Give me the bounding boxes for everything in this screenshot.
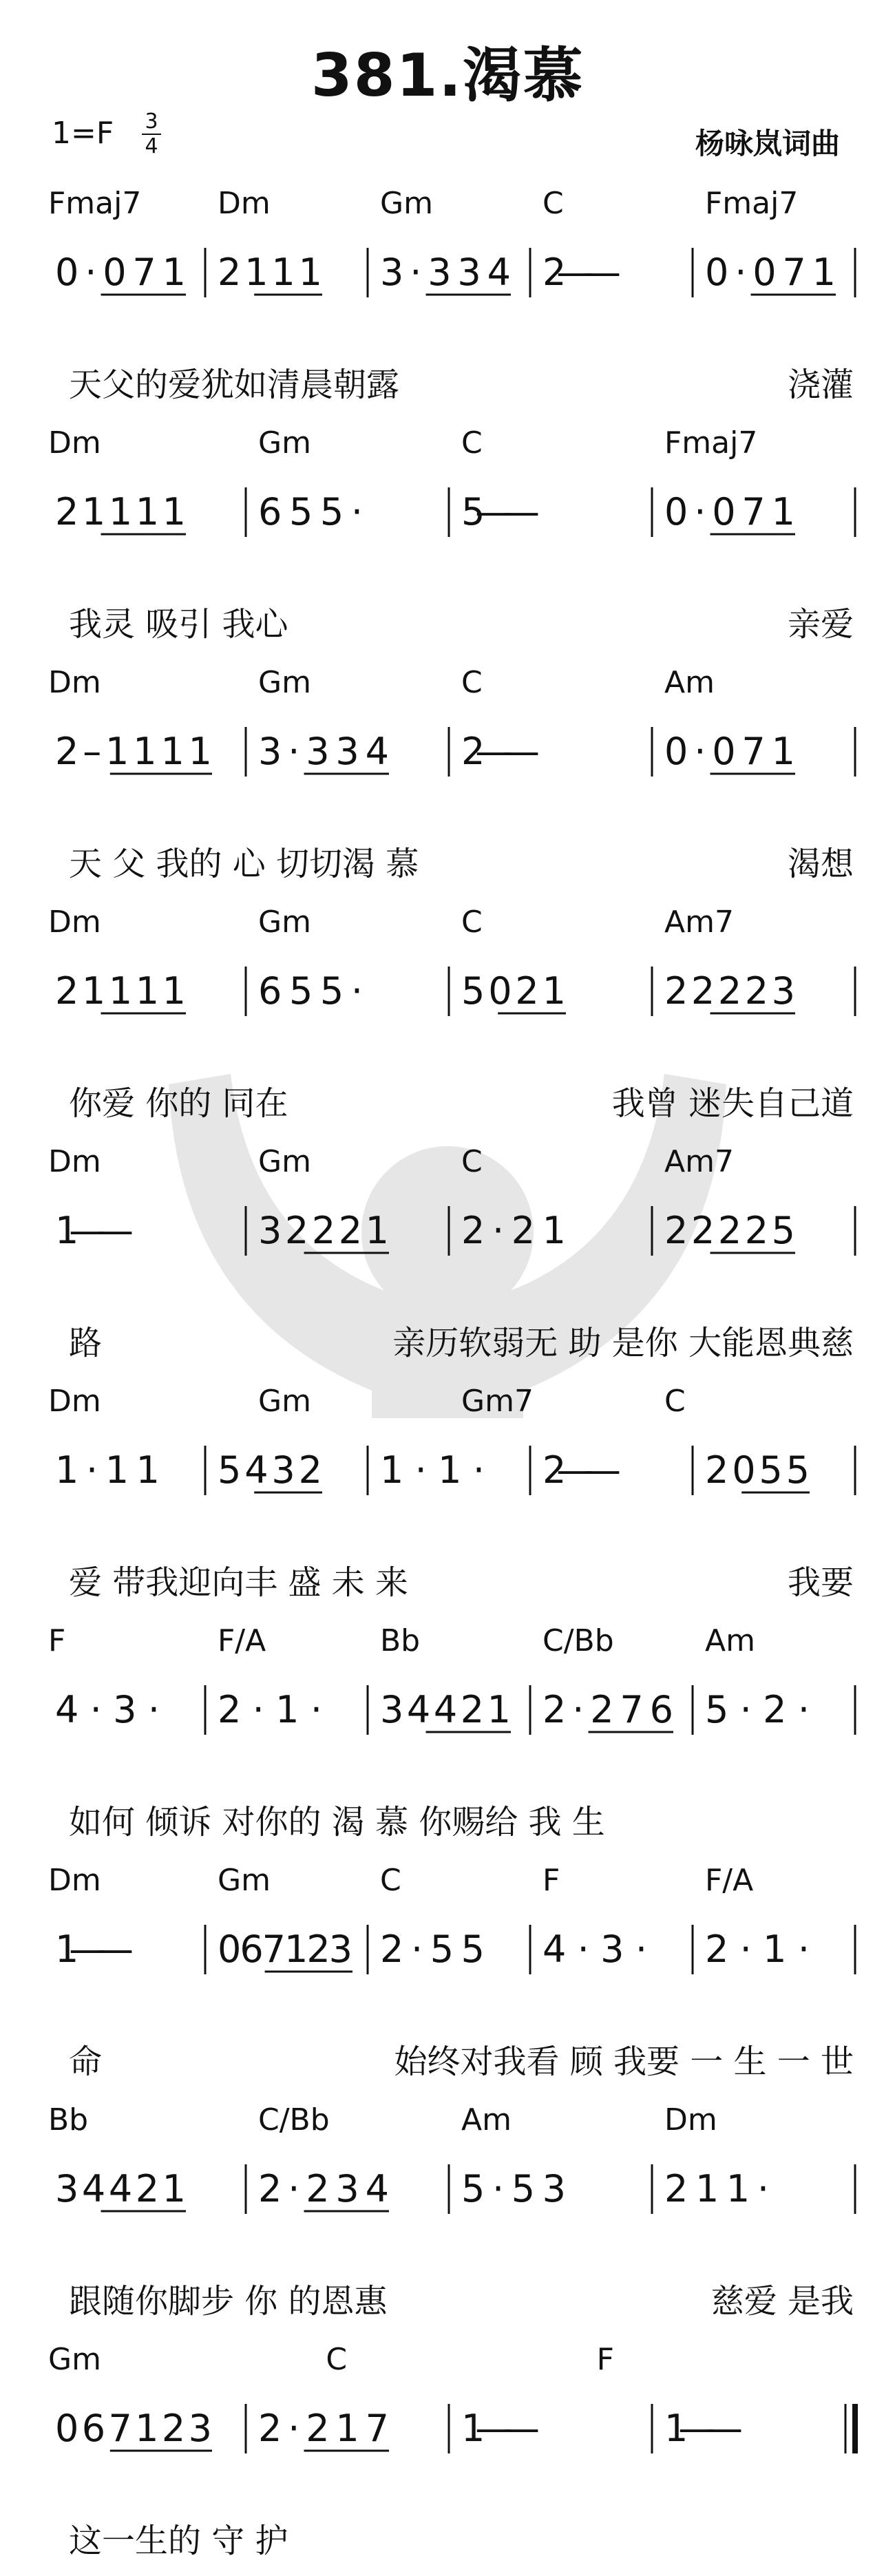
- chord-symbol: Gm: [258, 905, 311, 940]
- chord-symbol: F: [596, 2342, 614, 2377]
- measure-notes: 1——: [664, 2407, 743, 2450]
- notation-staff: [0, 2398, 895, 2502]
- measure-notes: 2111: [218, 251, 322, 294]
- chord-symbol: Dm: [48, 1144, 101, 1179]
- chord-symbol: Fmaj7: [705, 186, 799, 221]
- time-signature-bottom: 4: [145, 134, 158, 158]
- measure-notes: 5·2·: [705, 1688, 810, 1731]
- score-system: [0, 2102, 895, 2336]
- author-credit: 杨咏岚词曲: [695, 127, 840, 160]
- score-system: [0, 665, 895, 899]
- chord-symbol: Am: [461, 2102, 512, 2137]
- score-system: [0, 1384, 895, 1618]
- chord-symbol: Gm: [218, 1863, 271, 1898]
- measure-notes: 1——: [461, 2407, 540, 2450]
- chord-symbol: C/Bb: [258, 2102, 330, 2137]
- chord-symbol: F: [48, 1623, 66, 1658]
- chord-symbol: Dm: [48, 1863, 101, 1898]
- lyrics-row: [0, 1795, 895, 1841]
- chord-symbol: C: [461, 905, 483, 940]
- measure-notes: 4·3·: [543, 1928, 647, 1971]
- measure-notes: 1·1·: [380, 1448, 485, 1492]
- measure-notes: 0·071: [664, 490, 795, 534]
- chord-symbol: Dm: [48, 1384, 101, 1419]
- notation-staff: [0, 961, 895, 1064]
- measure-notes: 067123: [55, 2407, 212, 2450]
- chord-symbol: C: [461, 425, 483, 461]
- notation-row: [0, 1680, 895, 1783]
- lyrics-row: [0, 1316, 895, 1362]
- chord-row: [0, 1144, 895, 1185]
- measure-notes: 067123: [218, 1928, 352, 1971]
- chord-symbol: Gm: [380, 186, 433, 221]
- chord-symbol: Dm: [664, 2102, 717, 2137]
- chord-symbol: F: [543, 1863, 560, 1898]
- notation-staff: [0, 1440, 895, 1543]
- lyric-text: 始终对我看 顾 我要 一 生 一 世: [394, 2042, 854, 2081]
- measure-notes: 2——: [543, 251, 621, 294]
- chord-symbol: Gm: [48, 2342, 101, 2377]
- chord-symbol: Dm: [218, 186, 271, 221]
- chord-symbol: Am7: [664, 1144, 734, 1179]
- lyrics-row: [0, 1077, 895, 1123]
- lyric-text: 路: [69, 1324, 103, 1362]
- chord-symbol: F/A: [218, 1623, 266, 1658]
- chord-row: [0, 1623, 895, 1665]
- measure-notes: 2——: [543, 1448, 621, 1492]
- chord-row: [0, 665, 895, 706]
- lyrics-row: [0, 2274, 895, 2321]
- chord-row: [0, 1863, 895, 1904]
- notation-row: [0, 2398, 895, 2502]
- chord-symbol: Gm: [258, 1384, 311, 1419]
- lyrics-row: [0, 2514, 895, 2560]
- measure-notes: 32221: [258, 1209, 389, 1252]
- chord-row: [0, 186, 895, 227]
- chord-row: [0, 905, 895, 946]
- lyric-text: 我要: [787, 1563, 854, 1602]
- measure-notes: 5021: [461, 969, 566, 1013]
- notation-row: [0, 242, 895, 346]
- measure-notes: 655·: [258, 969, 363, 1013]
- measure-notes: 2·55: [380, 1928, 485, 1971]
- measure-notes: 5——: [461, 490, 540, 534]
- score-system: [0, 905, 895, 1139]
- measure-notes: 2·217: [258, 2407, 389, 2450]
- notation-staff: [0, 721, 895, 825]
- measure-notes: 655·: [258, 490, 363, 534]
- notation-row: [0, 1440, 895, 1543]
- lyric-text: 如何 倾诉 对你的 渴 慕 你赐给 我 生: [69, 1803, 605, 1841]
- measure-notes: 21111: [55, 490, 186, 534]
- notation-row: [0, 482, 895, 585]
- lyric-text: 亲爱: [787, 605, 854, 644]
- chord-row: [0, 2102, 895, 2144]
- notation-row: [0, 2159, 895, 2262]
- chord-symbol: C: [461, 1144, 483, 1179]
- notation-staff: [0, 1919, 895, 2023]
- chord-symbol: C: [461, 665, 483, 700]
- notation-row: [0, 1919, 895, 2023]
- chord-symbol: Fmaj7: [48, 186, 142, 221]
- chord-symbol: C: [543, 186, 564, 221]
- lyric-text: 我灵 吸引 我心: [69, 605, 288, 644]
- score-system: [0, 1863, 895, 2097]
- lyric-text: 命: [69, 2042, 103, 2081]
- measure-notes: 22223: [664, 969, 795, 1013]
- score-system: [0, 1144, 895, 1378]
- chord-symbol: Gm: [258, 1144, 311, 1179]
- chord-row: [0, 1384, 895, 1425]
- measure-notes: 2——: [461, 730, 540, 773]
- lyric-text: 爱 带我迎向丰 盛 未 来: [69, 1563, 409, 1602]
- measure-notes: 0·071: [705, 251, 836, 294]
- measure-notes: 34421: [380, 1688, 511, 1731]
- measure-notes: 4·3·: [55, 1688, 160, 1731]
- measure-notes: 34421: [55, 2167, 186, 2210]
- chord-symbol: Am: [705, 1623, 755, 1658]
- score-system: [0, 2342, 895, 2576]
- chord-symbol: C: [664, 1384, 686, 1419]
- lyric-text: 你爱 你的 同在: [69, 1084, 288, 1123]
- score-system: [0, 186, 895, 420]
- lyrics-row: [0, 2035, 895, 2081]
- chord-symbol: Gm: [258, 425, 311, 461]
- measure-notes: 1·11: [55, 1448, 160, 1492]
- measure-notes: 211·: [664, 2167, 769, 2210]
- score-system: [0, 425, 895, 659]
- measure-notes: 2·234: [258, 2167, 389, 2210]
- song-title: 381.渴慕: [310, 41, 585, 110]
- measure-notes: 2·21: [461, 1209, 566, 1252]
- notation-row: [0, 721, 895, 825]
- lyric-text: 天父的爱犹如清晨朝露: [69, 366, 400, 404]
- measure-notes: 2·1·: [705, 1928, 810, 1971]
- notation-staff: [0, 242, 895, 346]
- notation-row: [0, 961, 895, 1064]
- lyric-text: 慈爱 是我: [710, 2282, 854, 2321]
- time-signature: [138, 110, 165, 158]
- time-signature-top: 3: [145, 109, 158, 134]
- measure-notes: 5·53: [461, 2167, 566, 2210]
- notation-staff: [0, 482, 895, 585]
- measure-notes: 1——: [55, 1209, 134, 1252]
- lyric-text: 天 父 我的 心 切切渴 慕: [69, 845, 419, 883]
- notation-staff: [0, 1201, 895, 1304]
- measure-notes: 3·334: [380, 251, 511, 294]
- chord-symbol: Gm7: [461, 1384, 534, 1419]
- score-system: [0, 1623, 895, 1857]
- chord-row: [0, 425, 895, 467]
- lyric-text: 渴想: [787, 845, 854, 883]
- measure-notes: 0·071: [664, 730, 795, 773]
- measure-notes: 21111: [55, 969, 186, 1013]
- lyrics-row: [0, 358, 895, 404]
- measure-notes: 3·334: [258, 730, 389, 773]
- chord-symbol: Dm: [48, 665, 101, 700]
- lyrics-row: [0, 598, 895, 644]
- chord-symbol: Am: [664, 665, 715, 700]
- notation-staff: [0, 2159, 895, 2262]
- measure-notes: 1——: [55, 1928, 134, 1971]
- measure-notes: 2·276: [543, 1688, 673, 1731]
- measure-notes: 2055: [705, 1448, 810, 1492]
- lyrics-row: [0, 837, 895, 883]
- lyric-text: 跟随你脚步 你 的恩惠: [69, 2282, 388, 2321]
- measure-notes: 0·071: [55, 251, 186, 294]
- measure-notes: 2·1·: [218, 1688, 322, 1731]
- measure-notes: 2–1111: [55, 730, 212, 773]
- notation-row: [0, 1201, 895, 1304]
- chord-symbol: C: [380, 1863, 401, 1898]
- notation-staff: [0, 1680, 895, 1783]
- lyric-text: 这一生的 守 护: [69, 2522, 288, 2560]
- lyric-text: 浇灌: [787, 366, 854, 404]
- chord-symbol: F/A: [705, 1863, 754, 1898]
- chord-symbol: Dm: [48, 905, 101, 940]
- lyric-text: 我曾 迷失自己道: [611, 1084, 854, 1123]
- measure-notes: 5432: [218, 1448, 322, 1492]
- measure-notes: 22225: [664, 1209, 795, 1252]
- chord-symbol: C: [326, 2342, 348, 2377]
- chord-row: [0, 2342, 895, 2383]
- lyric-text: 亲历软弱无 助 是你 大能恩典慈: [392, 1324, 854, 1362]
- chord-symbol: Bb: [380, 1623, 421, 1658]
- chord-symbol: Gm: [258, 665, 311, 700]
- chord-symbol: Bb: [48, 2102, 89, 2137]
- chord-symbol: Fmaj7: [664, 425, 758, 461]
- key-signature: 1=F: [52, 116, 114, 151]
- chord-symbol: Dm: [48, 425, 101, 461]
- lyrics-row: [0, 1556, 895, 1602]
- chord-symbol: Am7: [664, 905, 734, 940]
- chord-symbol: C/Bb: [543, 1623, 614, 1658]
